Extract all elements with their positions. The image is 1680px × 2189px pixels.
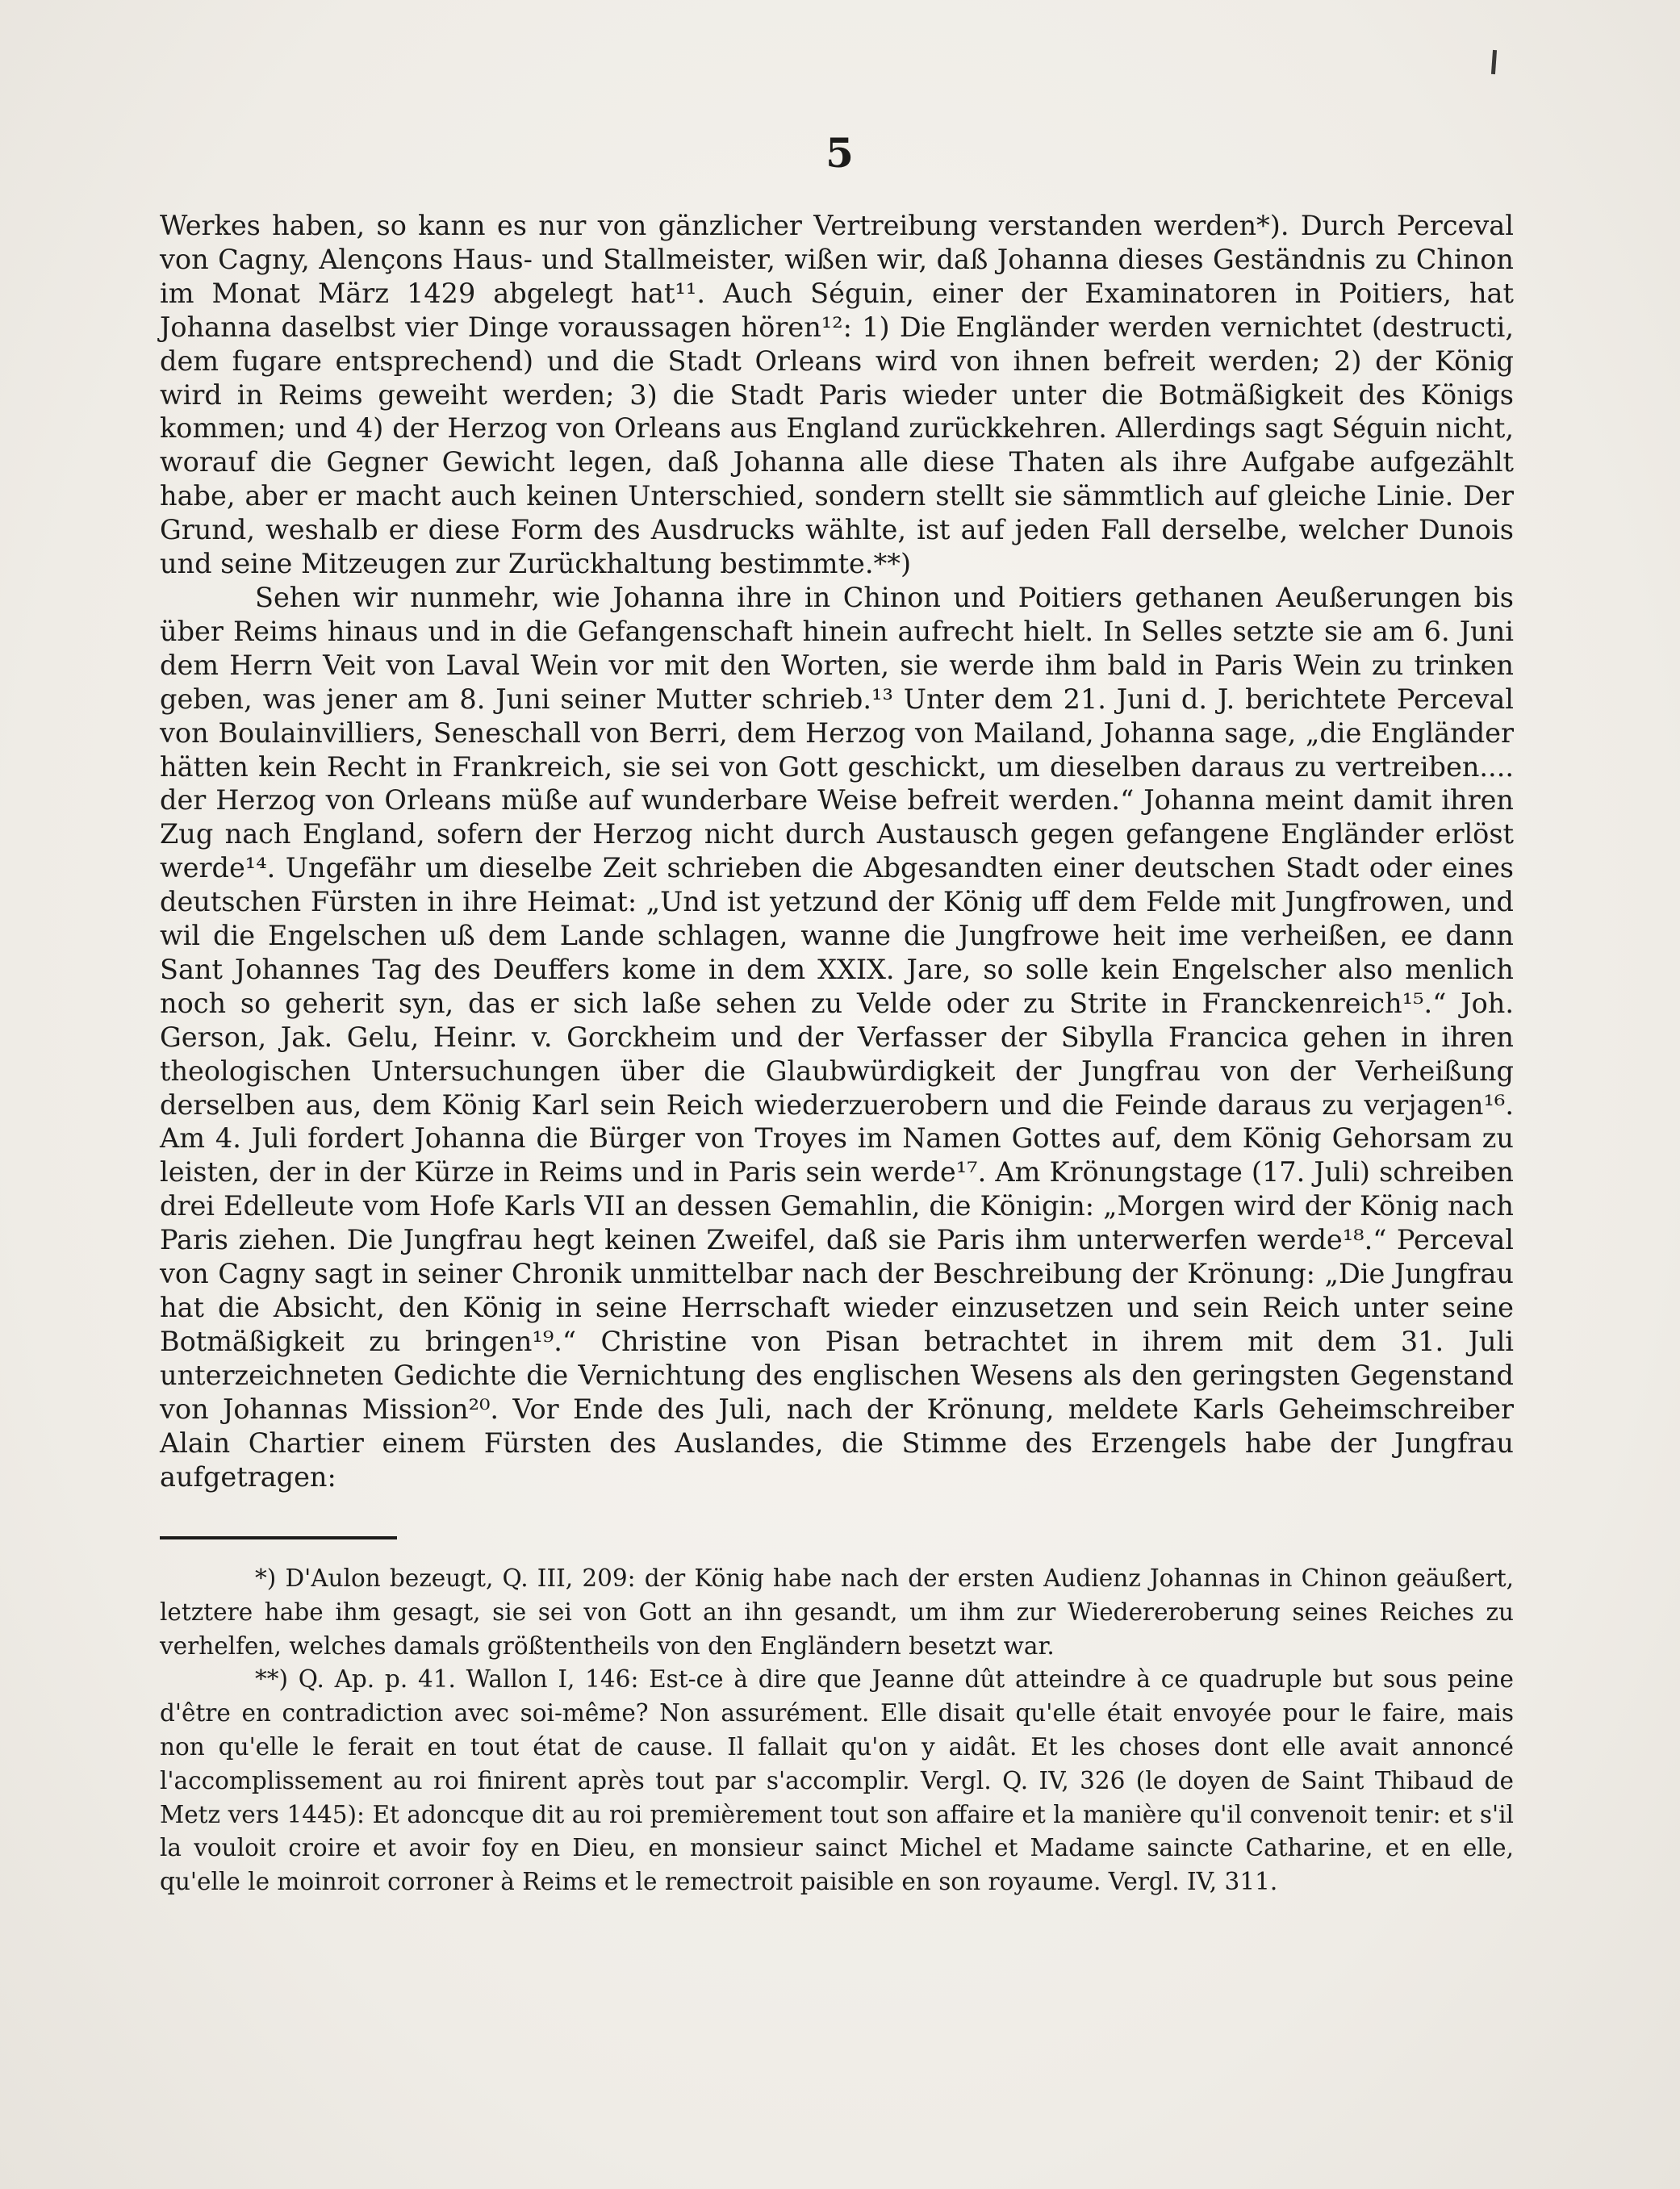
footnote-2: **) Q. Ap. p. 41. Wallon I, 146: Est-ce à dire que Jeanne dût atteindre à ce quadruple but sous peine d'être en contradiction avec soi-même? Non assurément. Elle disait qu'elle était envoyée pour le faire, mais non qu'elle le ferait en tout état de cause. Il fallait qu'on y aidât. Et les choses dont elle avait annoncé l'accomplissement au roi finirent après tout par s'accomplir. Vergl. Q. IV, 326 (le doyen de Saint Thibaud de Metz vers 1445): Et adoncque dit au roi premièrement tout son affaire et la manière qu'il convenoit tenir: et s'il la vouloit croire et avoir foy en Dieu, en monsieur sainct Michel et Madame saincte Catharine, et en elle, qu'elle le moinroit corroner à Reims et le remectroit paisible en son royaume. Vergl. IV, 311. bbox=[160, 1665, 1514, 1896]
footnote-separator bbox=[160, 1536, 397, 1539]
paragraph-1: Werkes haben, so kann es nur von gänzlicher Vertreibung verstanden werden*). Durch Perceval von Cagny, Alençons Haus- und Stallmeister, wißen wir, daß Johanna dieses Geständnis zu Chinon im Monat März 1429 abgelegt hat¹¹. Auch Séguin, einer der Examinatoren in Poitiers, hat Johanna daselbst vier Dinge voraussagen hören¹²: 1) Die Engländer werden vernichtet (destructi, dem fugare entsprechend) und die Stadt Orleans wird von ihnen befreit werden; 2) der König wird in Reims geweiht werden; 3) die Stadt Paris wieder unter die Botmäßigkeit des Königs kommen; und 4) der Herzog von Orleans aus England zurückkehren. Allerdings sagt Séguin nicht, worauf die Gegner Gewicht legen, daß Johanna alle diese Thaten als ihre Aufgabe aufgezählt habe, aber er macht auch keinen Unterschied, sondern stellt sie sämmtlich auf gleiche Linie. Der Grund, weshalb er diese Form des Ausdrucks wählte, ist auf jeden Fall derselbe, welcher Dunois und seine Mitzeugen zur Zurückhaltung bestimmte.**) bbox=[160, 210, 1514, 580]
main-text bbox=[160, 209, 1514, 1493]
margin-mark bbox=[1491, 50, 1497, 74]
page-number: 5 bbox=[825, 129, 855, 177]
footnote-1: *) D'Aulon bezeugt, Q. III, 209: der König habe nach der ersten Audienz Johannas in Chinon geäußert, letztere habe ihm gesagt, sie sei von Gott an ihn gesandt, um ihm zur Wiedereroberung seines Reiches zu verhelfen, welches damals größtentheils von den Engländern besetzt war. bbox=[160, 1564, 1514, 1660]
footnotes bbox=[160, 1562, 1514, 1899]
paragraph-2: Sehen wir nunmehr, wie Johanna ihre in Chinon und Poitiers gethanen Aeußerungen bis über Reims hinaus und in die Gefangenschaft hinein aufrecht hielt. In Selles setzte sie am 6. Juni dem Herrn Veit von Laval Wein vor mit den Worten, sie werde ihm bald in Paris Wein zu trinken geben, was jener am 8. Juni seiner Mutter schrieb.¹³ Unter dem 21. Juni d. J. berichtete Perceval von Boulainvilliers, Seneschall von Berri, dem Herzog von Mailand, Johanna sage, „die Engländer hätten kein Recht in Frankreich, sie sei von Gott geschickt, um dieselben daraus zu vertreiben.... der Herzog von Orleans müße auf wunderbare Weise befreit werden.“ Johanna meint damit ihren Zug nach England, sofern der Herzog nicht durch Austausch gegen gefangene Engländer erlöst werde¹⁴. Ungefähr um dieselbe Zeit schrieben die Abgesandten einer deutschen Stadt oder eines deutschen Fürsten in ihre Heimat: „Und ist yetzund der König uff dem Felde mit Jungfrowen, und wil die Engelschen uß dem Lande schlagen, wanne die Jungfrowe heit ime verheißen, ee dann Sant Johannes Tag des Deuffers kome in dem XXIX. Jare, so solle kein Engelscher also menlich noch so geherit syn, das er sich laße sehen zu Velde oder zu Strite in Franckenreich¹⁵.“ Joh. Gerson, Jak. Gelu, Heinr. v. Gorckheim und der Verfasser der Sibylla Francica gehen in ihren theologischen Untersuchungen über die Glaubwürdigkeit der Jungfrau von der Verheißung derselben aus, dem König Karl sein Reich wiederzuerobern und die Feinde daraus zu verjagen¹⁶. Am 4. Juli fordert Johanna die Bürger von Troyes im Namen Gottes auf, dem König Gehorsam zu leisten, der in der Kürze in Reims und in Paris sein werde¹⁷. Am Krönungstage (17. Juli) schreiben drei Edelleute vom Hofe Karls VII an dessen Gemahlin, die Königin: „Morgen wird der König nach Paris ziehen. Die Jungfrau hegt keinen Zweifel, daß sie Paris ihm unterwerfen werde¹⁸.“ Perceval von Cagny sagt in seiner Chronik unmittelbar nach der Beschreibung der Krönung: „Die Jungfrau hat die Absicht, den König in seine Herrschaft wieder einzusetzen und sein Reich unter seine Botmäßigkeit zu bringen¹⁹.“ Christine von Pisan betrachtet in ihrem mit dem 31. Juli unterzeichneten Gedichte die Vernichtung des englischen Wesens als den geringsten Gegenstand von Johannas Mission²⁰. Vor Ende des Juli, nach der Krönung, meldete Karls Geheimschreiber Alain Chartier einem Fürsten des Auslandes, die Stimme des Erzengels habe der Jungfrau aufgetragen: bbox=[160, 581, 1514, 1493]
